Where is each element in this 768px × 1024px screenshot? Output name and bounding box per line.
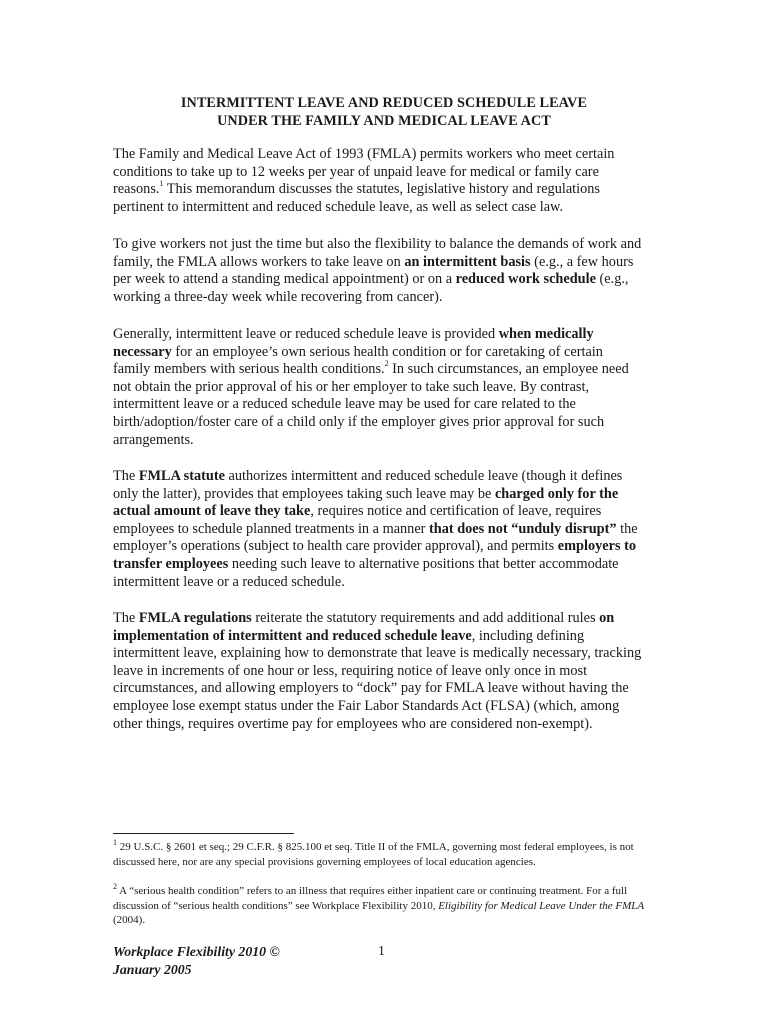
bold-text: when medically necessary bbox=[113, 326, 594, 360]
footer-publisher bbox=[113, 943, 280, 979]
document-title-line-1: INTERMITTENT LEAVE AND REDUCED SCHEDULE LEAVE bbox=[180, 95, 588, 111]
text: needing such leave to alternative positions that better accommodate intermittent leave or a reduced schedule. bbox=[113, 555, 619, 590]
text: authorizes intermittent and reduced schedule leave (though it defines only the latter), provides that employees taking such leave may be bbox=[113, 468, 623, 502]
text: the employer’s operations (subject to health care provider approval), and permits bbox=[113, 520, 638, 555]
bold-text: reduced work schedule bbox=[455, 271, 596, 288]
footnote-2 bbox=[113, 884, 653, 928]
bold-text: on implementation of intermittent and reduced schedule leave bbox=[113, 610, 615, 644]
bold-text: FMLA regulations bbox=[138, 610, 252, 626]
bold-text: employers to transfer employees bbox=[113, 538, 636, 572]
text: The Family and Medical Leave Act of 1993 (FMLA) permits workers who meet certain conditions to take up to 12 weeks per year of unpaid leave for medical or family care reasons. bbox=[113, 146, 615, 198]
page-number: 1 bbox=[378, 943, 385, 958]
text: In such circumstances, an employee need not obtain the prior approval of his or her employer to take such leave. By contrast, intermittent leave or a reduced schedule leave may be used for care related to the birth/adoption/foster care of a child only if the employer gives prior approval for such arrangements. bbox=[113, 361, 629, 448]
document-title-line-2: UNDER THE FAMILY AND MEDICAL LEAVE ACT bbox=[217, 113, 551, 129]
paragraph-fmla-statute bbox=[113, 468, 643, 591]
text: (e.g., working a three-day week while recovering from cancer). bbox=[113, 271, 629, 305]
text: , requires notice and certification of leave, requires employees to schedule planned treatments in a manner bbox=[113, 503, 602, 537]
footnote-number: 1 bbox=[113, 838, 117, 848]
text: The bbox=[113, 468, 139, 484]
footnote-1 bbox=[113, 840, 653, 869]
paragraph-intro bbox=[113, 146, 643, 216]
paragraph-flexibility bbox=[113, 236, 643, 306]
paragraph-fmla-regulations bbox=[113, 610, 643, 733]
bold-text: charged only for the actual amount of leave they take bbox=[113, 485, 619, 520]
text: , including defining intermittent leave, explaining how to demonstrate that leave is medically necessary, tracking leave in increments of one hour or less, requiring notice of leave only once in most circumstances, and allowing employers to “dock” pay for FMLA leave without having the employee lose exempt status under the Fair Labor Standards Act (FLSA) (which, among other things, requires overtime pay for employees who are considered non-exempt). bbox=[113, 627, 642, 732]
text: (e.g., a few hours per week to attend a standing medical appointment) or on a bbox=[113, 253, 634, 288]
footnote-text: 29 U.S.C. § 2601 et seq.; 29 C.F.R. § 825.100 et seq. Title II of the FMLA, governing most federal employees, is not discussed here, nor are any special provisions governing employees of local education agencies. bbox=[113, 841, 634, 868]
text: This memorandum discusses the statutes, legislative history and regulations pertinent to intermittent and reduced schedule leave, as well as select case law. bbox=[113, 181, 600, 215]
footnote-ref-1[interactable]: 1 bbox=[159, 179, 164, 189]
footnote-italic-title: Eligibility for Medical Leave Under the FMLA bbox=[438, 899, 645, 912]
text: Generally, intermittent leave or reduced schedule leave is provided bbox=[113, 326, 499, 342]
footnote-text: A “serious health condition” refers to an illness that requires either inpatient care or continuing treatment. For a full discussion of “serious health conditions” see Workplace Flexibility 2010, bbox=[113, 885, 628, 912]
text: To give workers not just the time but also the flexibility to balance the demands of work and family, the FMLA allows workers to take leave on bbox=[113, 236, 642, 270]
text: The bbox=[113, 610, 139, 626]
bold-text: that does not “unduly disrupt” bbox=[429, 520, 617, 537]
bold-text: FMLA statute bbox=[138, 468, 225, 484]
footnote-ref-2[interactable]: 2 bbox=[384, 359, 389, 369]
footnote-text: (2004). bbox=[113, 914, 146, 927]
text: reiterate the statutory requirements and add additional rules bbox=[251, 610, 600, 626]
bold-text: an intermittent basis bbox=[404, 253, 531, 270]
footnote-number: 2 bbox=[113, 882, 117, 892]
footer-org: Workplace Flexibility 2010 © bbox=[113, 944, 280, 959]
text: for an employee’s own serious health condition or for caretaking of certain family members with serious health conditions. bbox=[113, 343, 603, 378]
footer-date: January 2005 bbox=[113, 962, 192, 977]
footnote-divider bbox=[113, 833, 294, 834]
paragraph-medically-necessary bbox=[113, 326, 643, 449]
